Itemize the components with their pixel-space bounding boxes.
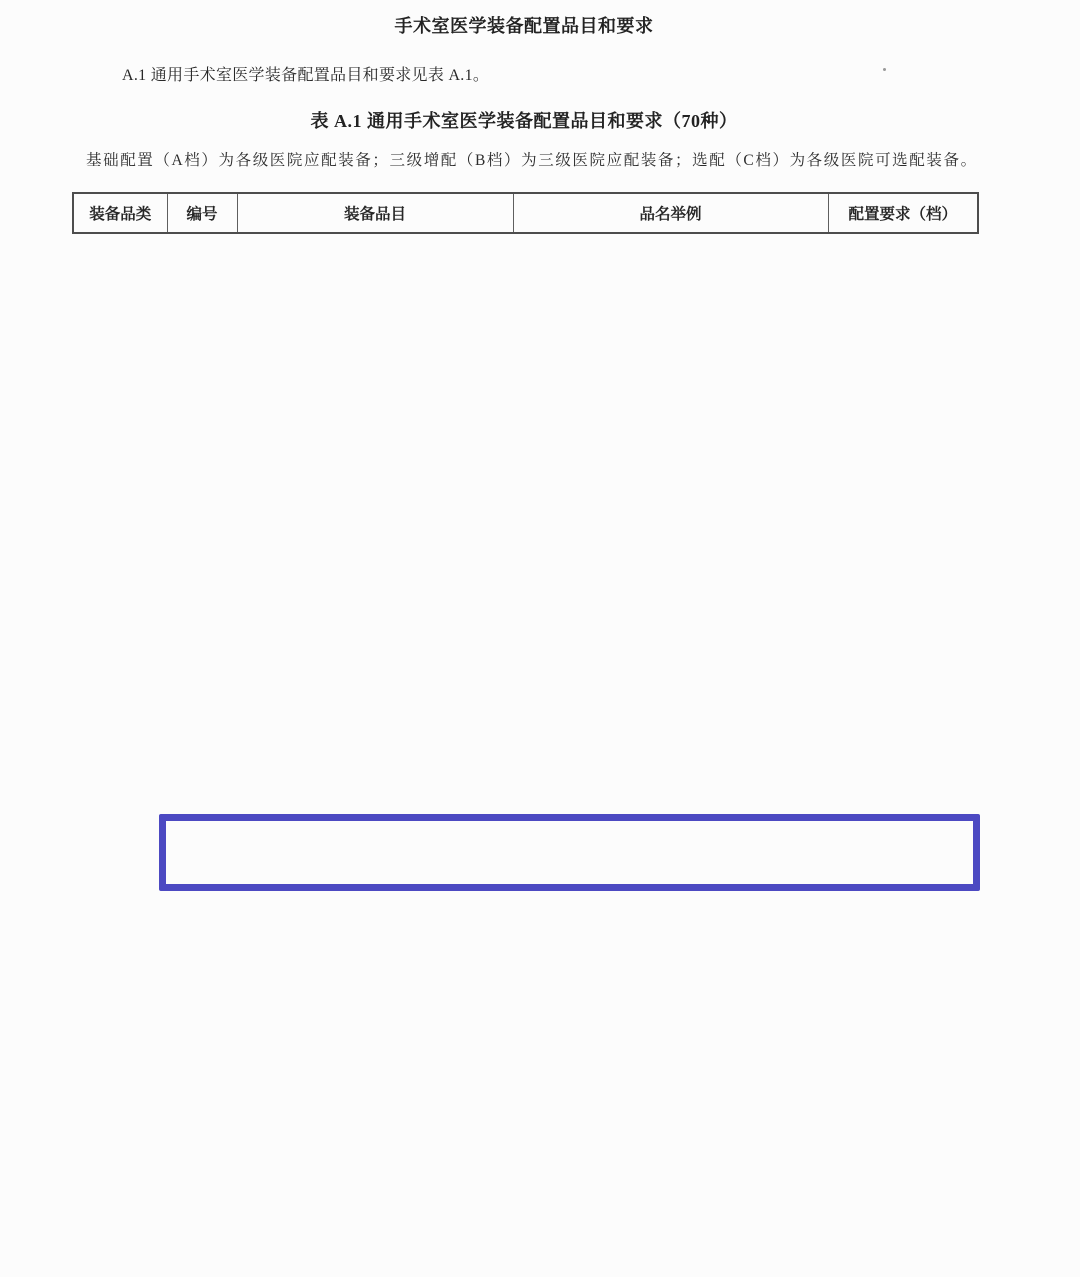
table-head-row bbox=[73, 193, 978, 233]
page-title: 手术室医学装备配置品目和要求 bbox=[394, 16, 654, 36]
column-header-4: 配置要求（档） bbox=[828, 193, 978, 233]
column-header-1: 编号 bbox=[167, 193, 237, 233]
column-header-2: 装备品目 bbox=[237, 193, 513, 233]
table-caption: 表 A.1 通用手术室医学装备配置品目和要求（70种） bbox=[310, 111, 738, 131]
column-header-0: 装备品类 bbox=[73, 193, 167, 233]
equipment-table bbox=[72, 192, 979, 234]
highlight-box bbox=[159, 814, 980, 891]
grade-note: 基础配置（A档）为各级医院应配装备；三级增配（B档）为三级医院应配装备；选配（C档）为各级医院可选配装备。 bbox=[86, 152, 978, 169]
intro-text: A.1 通用手术室医学装备配置品目和要求见表 A.1。 bbox=[122, 67, 490, 84]
column-header-3: 品名举例 bbox=[513, 193, 828, 233]
scan-speck bbox=[883, 68, 886, 71]
